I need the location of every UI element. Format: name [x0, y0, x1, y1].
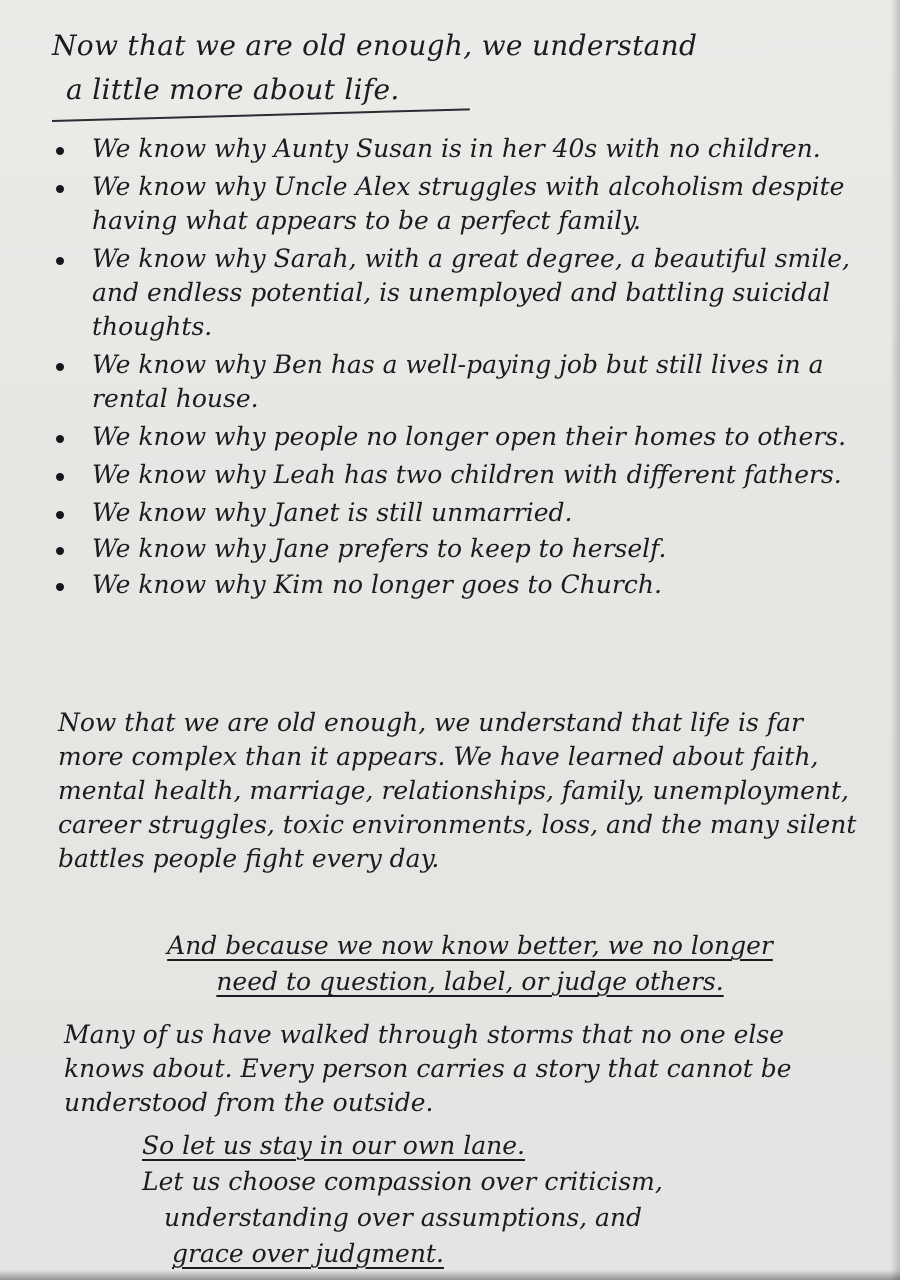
closing-line-2: Let us choose compassion over criticism,	[142, 1167, 663, 1196]
list-item	[50, 132, 860, 166]
list-item	[50, 458, 860, 492]
list-item	[50, 170, 860, 238]
bullet-dot	[56, 547, 64, 555]
bullet-list	[50, 132, 860, 602]
bullet-dot	[56, 257, 64, 265]
list-item	[50, 420, 860, 454]
storms-paragraph: Many of us have walked through storms that no one else knows about. Every person carries a story that cannot be understood from the outside.	[64, 1020, 792, 1117]
closing-statement	[142, 1128, 782, 1272]
note-heading	[52, 24, 832, 112]
emphasis-line-1: And because we now know better, we no longer	[167, 931, 773, 960]
bullet-dot	[56, 583, 64, 591]
list-item	[50, 568, 860, 602]
list-item-text: We know why Aunty Susan is in her 40s with no children.	[92, 134, 821, 163]
list-item-text: We know why Sarah, with a great degree, a beautiful smile, and endless potential, is unemployed and battling suicidal thoughts.	[92, 244, 850, 341]
list-item-text: We know why Kim no longer goes to Church.	[92, 570, 662, 599]
heading-line-1: Now that we are old enough, we understand	[52, 29, 698, 62]
emphasis-line-2: need to question, label, or judge others.	[216, 967, 724, 996]
list-item-text: We know why Uncle Alex struggles with alcoholism despite having what appears to be a perfect family.	[92, 172, 845, 235]
page-edge-shadow-bottom	[0, 1270, 900, 1280]
list-item	[50, 242, 860, 344]
emphasis-statement	[110, 928, 830, 1000]
bullet-dot	[56, 185, 64, 193]
list-item	[50, 532, 860, 566]
list-item	[50, 348, 860, 416]
bullet-dot	[56, 363, 64, 371]
bullet-dot	[56, 147, 64, 155]
heading-line-2: a little more about life.	[66, 73, 400, 106]
closing-line-3: understanding over assumptions, and	[164, 1203, 643, 1232]
list-item-text: We know why Janet is still unmarried.	[92, 498, 573, 527]
page-edge-shadow-right	[890, 0, 900, 1280]
closing-line-1: So let us stay in our own lane.	[142, 1131, 525, 1160]
list-item-text: We know why Jane prefers to keep to herself.	[92, 534, 667, 563]
list-item-text: We know why people no longer open their homes to others.	[92, 422, 847, 451]
reflection-paragraph: Now that we are old enough, we understand that life is far more complex than it appears. We have learned about faith, mental health, marriage, relationships, family, unemployment, career struggles, toxic environments, loss, and the many silent battles people fight every day.	[58, 708, 857, 873]
closing-line-4: grace over judgment.	[172, 1239, 444, 1268]
bullet-dot	[56, 435, 64, 443]
list-item-text: We know why Leah has two children with different fathers.	[92, 460, 842, 489]
bullet-dot	[56, 473, 64, 481]
list-item	[50, 496, 860, 530]
list-item-text: We know why Ben has a well-paying job but still lives in a rental house.	[92, 350, 824, 413]
bullet-dot	[56, 511, 64, 519]
